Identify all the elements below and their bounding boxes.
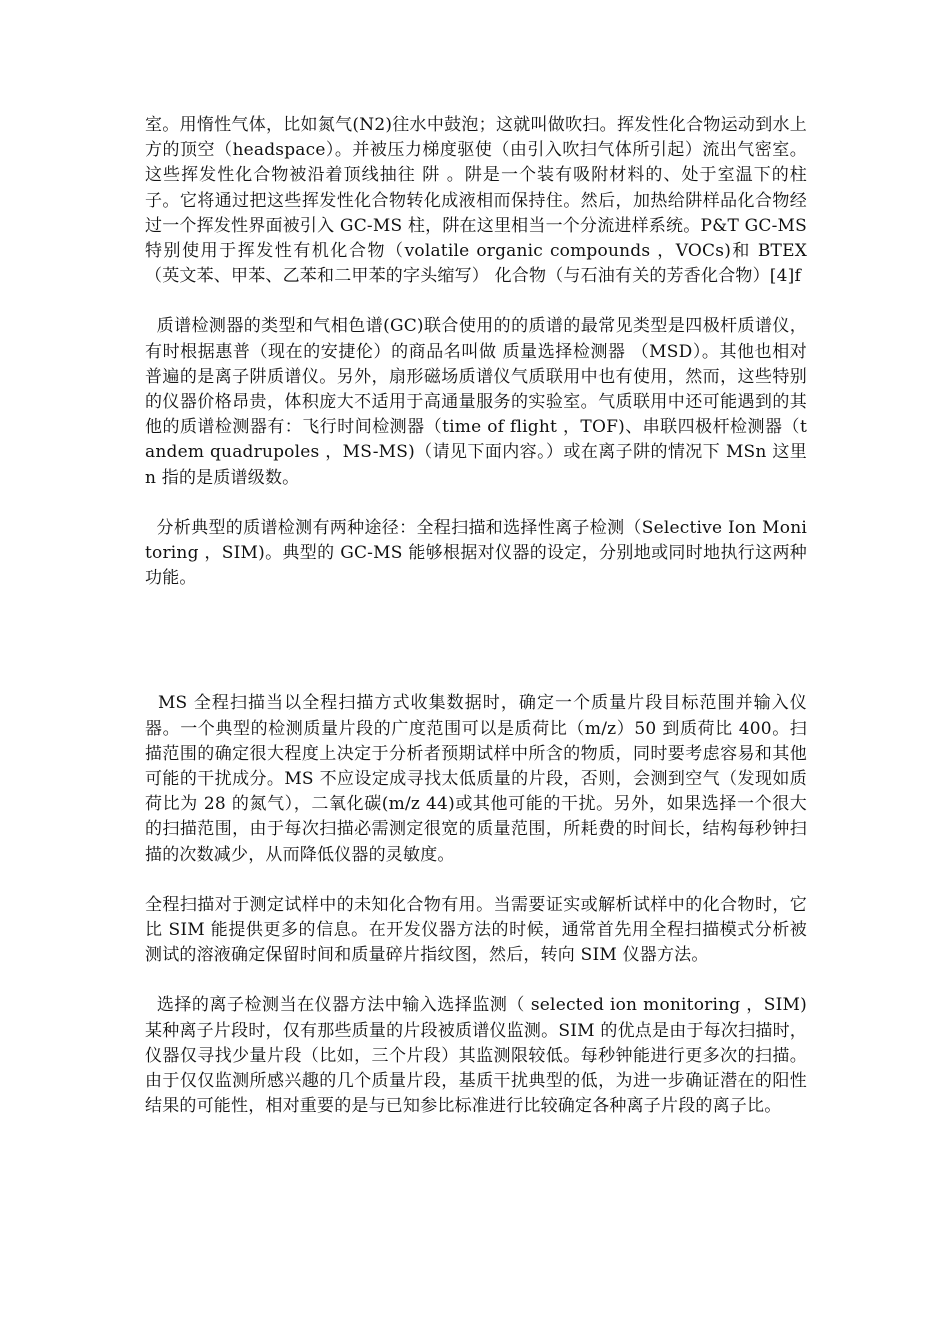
paragraph-full-scan: MS 全程扫描当以全程扫描方式收集数据时，确定一个质量片段目标范围并输入仪器。一个典型的检测质量片段的广度范围可以是质荷比（m/z）50 到质荷比 400。扫描范围的确定很大程度上决定于分析者预期试样中所含的物质，同时要考虑容易和其他可能的干扰成分。MS 不应设定成寻找太低质量的片段，否则，会测到空气（发现如质荷比为 28 的氮气），二氧化碳(m/z 44)或其他可能的干扰。另外，如果选择一个很大的扫描范围，由于每次扫描必需测定很宽的质量范围，所耗费的时间长，结构每秒钟扫描的次数减少，从而降低仪器的灵敏度。 [145, 693, 807, 865]
document-body [145, 113, 813, 1120]
paragraph-full-scan-usage: 全程扫描对于测定试样中的未知化合物有用。当需要证实或解析试样中的化合物时，它比 SIM 能提供更多的信息。在开发仪器方法的时候，通常首先用全程扫描模式分析被测试的溶液确定保留时间和质量碎片指纹图，然后，转向 SIM 仪器方法。 [145, 894, 807, 966]
paragraph-ms-detector-types: 质谱检测器的类型和气相色谱(GC)联合使用的的质谱的最常见类型是四极杆质谱仪，有时根据惠普（现在的安捷伦）的商品名叫做 质量选择检测器 （MSD）。其他也相对普遍的是离子阱质谱仪。另外，扇形磁场质谱仪气质联用中也有使用，然而，这些特别的仪器价格昂贵，体积庞大不适用于高通量服务的实验室。气质联用中还可能遇到的其他的质谱检测器有：飞行时间检测器（time of flight ，TOF)、串联四极杆检测器（tandem quadrupoles ，MS-MS)（请见下面内容。）或在离子阱的情况下 MSn 这里 n 指的是质谱级数。 [145, 316, 813, 488]
paragraph-detection-modes: 分析典型的质谱检测有两种途径：全程扫描和选择性离子检测（Selective Ion Monitoring ，SIM)。典型的 GC-MS 能够根据对仪器的设定，分别地或同时地执行这两种功能。 [145, 517, 808, 589]
paragraph-purge-and-trap: 室。用惰性气体，比如氮气(N2)往水中鼓泡；这就叫做吹扫。挥发性化合物运动到水上方的顶空（headspace）。并被压力梯度驱使（由引入吹扫气体所引起）流出气密室。这些挥发性化合物被沿着顶线抽往 阱 。阱是一个装有吸附材料的、处于室温下的柱子。它将通过把这些挥发性化合物转化成液相而保持住。然后，加热给阱样品化合物经过一个挥发性界面被引入 GC-MS 柱，阱在这里相当一个分流进样系统。P&T GC-MS 特别使用于挥发性有机化合物（volatile organic compounds ，VOCs)和 BTEX（英文苯、甲苯、乙苯和二甲苯的字头缩写） 化合物（与石油有关的芳香化合物）[4]f [145, 115, 813, 287]
paragraph-sim: 选择的离子检测当在仪器方法中输入选择监测（ selected ion monitoring ，SIM)某种离子片段时，仅有那些质量的片段被质谱仪监测。SIM 的优点是由于每次扫描时，仪器仅寻找少量片段（比如，三个片段）其监测限较低。每秒钟能进行更多次的扫描。由于仅仅监测所感兴趣的几个质量片段，基质干扰典型的低，为进一步确证潜在的阳性结果的可能性，相对重要的是与已知参比标准进行比较确定各种离子片段的离子比。 [145, 995, 807, 1117]
